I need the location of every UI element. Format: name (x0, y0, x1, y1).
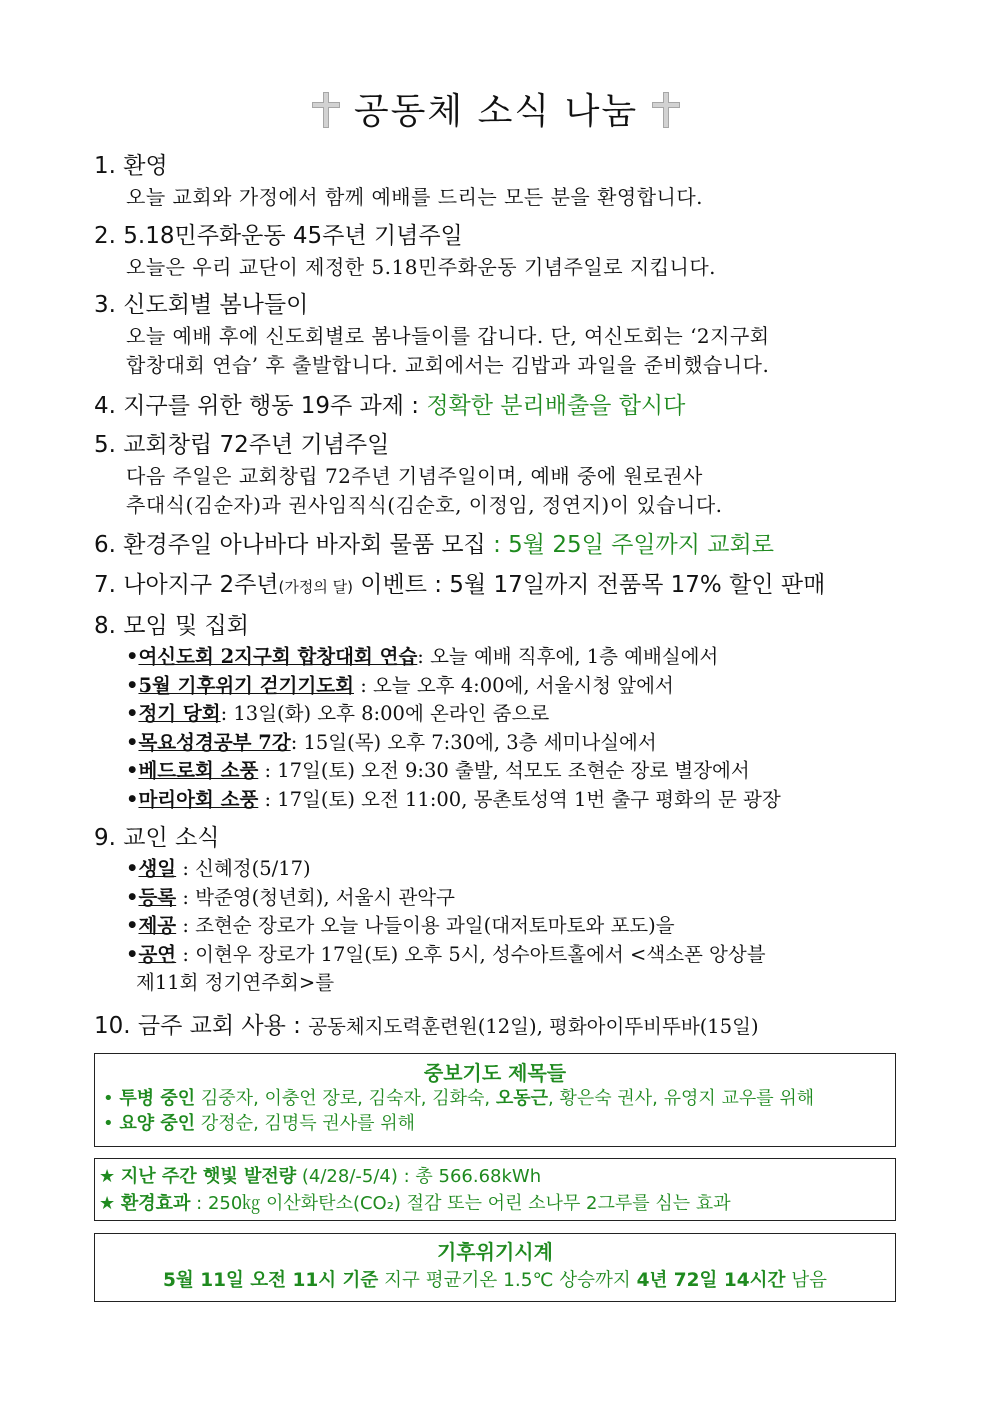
member-label: 등록 (138, 885, 177, 909)
list-item: •생일 : 신혜정(5/17) (126, 857, 311, 880)
item-heading: 나아지구 2주년 (123, 572, 279, 598)
item-number: 3. (94, 292, 116, 318)
page-title: 공동체 소식 나눔 (353, 91, 639, 132)
item-518 (94, 219, 904, 282)
item-heading: 5.18민주화운동 45주년 기념주일 (123, 223, 463, 249)
meeting-label: 정기 당회 (138, 702, 221, 726)
item-heading: 신도회별 봄나들이 (123, 292, 309, 318)
item-anniversary (94, 428, 904, 520)
cross-icon (652, 92, 680, 128)
item-tail: 공동체지도력훈련원(12일), 평화아이뚜비뚜바(15일) (308, 1015, 759, 1038)
item-number: 4. (94, 393, 116, 419)
solar-line: ★ 환경효과 : 250㎏ 이산화탄소(CO₂) 절감 또는 어린 소나무 2그루를 심는 효과 (99, 1193, 731, 1214)
item-body: 오늘은 우리 교단이 제정한 5.18민주화운동 기념주일로 지킵니다. (126, 255, 717, 279)
list-item: •등록 : 박준영(청년회), 서울시 관악구 (126, 885, 455, 909)
item-church-use (94, 1009, 904, 1044)
item-heading-note: (가정의 달) (278, 578, 353, 596)
item-heading: 지구를 위한 행동 19주 과제 : (123, 393, 420, 419)
item-body: 다음 주일은 교회창립 72주년 기념주일이며, 예배 중에 원로권사 (126, 464, 703, 488)
list-item: •정기 당회: 13일(화) 오후 8:00에 온라인 줌으로 (126, 702, 550, 726)
item-number: 5. (94, 432, 116, 458)
prayer-title: 중보기도 제목들 (423, 1061, 567, 1085)
item-meetings (94, 609, 904, 815)
item-bazaar (94, 528, 904, 562)
prayer-box (94, 1053, 896, 1147)
item-number: 6. (94, 532, 116, 558)
solar-box (94, 1158, 896, 1221)
star-icon: ★ (99, 1166, 116, 1187)
solar-line: ★ 지난 주간 햇빛 발전량 (4/28/-5/4) : 총 566.68kWh (99, 1166, 542, 1187)
list-item: •제공 : 조현순 장로가 오늘 나들이용 과일(대저토마토와 포도)을 (126, 914, 675, 938)
list-item-continuation: 제11회 정기연주회>를 (136, 971, 335, 995)
cross-icon (312, 92, 340, 128)
meeting-label: 목요성경공부 7강 (138, 730, 291, 754)
item-number: 7. (94, 572, 116, 598)
list-item: •베드로회 소풍 : 17일(토) 오전 9:30 출발, 석모도 조현순 장로 별장에서 (126, 759, 750, 783)
item-event (94, 568, 904, 604)
item-number: 8. (94, 613, 116, 639)
list-item: •5월 기후위기 걷기기도회 : 오늘 오후 4:00에, 서울시청 앞에서 (126, 673, 674, 697)
item-highlight: 정확한 분리배출을 합시다 (426, 393, 686, 419)
meeting-label: 마리아회 소풍 (138, 787, 259, 811)
page-title-row (0, 88, 992, 136)
item-body: 추대식(김순자)과 권사임직식(김순호, 이정임, 정연지)이 있습니다. (126, 493, 723, 517)
item-number: 9. (94, 825, 116, 851)
item-highlight: : 5월 25일 주일까지 교회로 (493, 532, 774, 558)
prayer-line: • 투병 중인 김중자, 이충언 장로, 김숙자, 김화숙, 오동근, 황은숙 권사, 유영지 교우를 위해 (103, 1088, 815, 1109)
item-body: 오늘 예배 후에 신도회별로 봄나들이를 갑니다. 단, 여신도회는 ‘2지구회 (126, 324, 770, 348)
item-body: 합창대회 연습’ 후 출발합니다. 교회에서는 김밥과 과일을 준비했습니다. (126, 353, 770, 377)
climate-clock-box (94, 1233, 896, 1302)
item-heading: 이벤트 : 5월 17일까지 전품목 17% 할인 판매 (360, 572, 826, 598)
climate-clock-title: 기후위기시계 (437, 1240, 553, 1264)
list-item: •목요성경공부 7강: 15일(목) 오후 7:30에, 3층 세미나실에서 (126, 730, 657, 754)
item-body: 오늘 교회와 가정에서 함께 예배를 드리는 모든 분을 환영합니다. (126, 185, 704, 209)
member-label: 공연 (138, 942, 177, 966)
item-earth-action (94, 389, 904, 423)
item-heading: 환영 (123, 153, 168, 179)
item-number: 10. (94, 1013, 131, 1039)
item-heading: 환경주일 아나바다 바자회 물품 모집 (123, 532, 486, 558)
item-heading: 교회창립 72주년 기념주일 (123, 432, 390, 458)
list-item: •공연 : 이현우 장로가 17일(토) 오후 5시, 성수아트홀에서 <색소폰 앙상블 (126, 942, 766, 966)
climate-clock-line: 5월 11일 오전 11시 기준 지구 평균기온 1.5℃ 상승까지 4년 72일 14시간 남음 (163, 1270, 827, 1291)
item-member-news (94, 821, 904, 998)
meeting-label: 5월 기후위기 걷기기도회 (138, 673, 354, 697)
item-heading: 금주 교회 사용 : (137, 1013, 301, 1039)
item-number: 1. (94, 153, 116, 179)
star-icon: ★ (99, 1193, 116, 1214)
item-welcome (94, 149, 904, 212)
item-heading: 모임 및 집회 (123, 613, 249, 639)
list-item: •여신도회 2지구회 합창대회 연습: 오늘 예배 직후에, 1층 예배실에서 (126, 645, 719, 668)
list-item: •마리아회 소풍 : 17일(토) 오전 11:00, 몽촌토성역 1번 출구 평화의 문 광장 (126, 787, 781, 811)
meeting-label: 여신도회 2지구회 합창대회 연습 (138, 645, 418, 668)
meeting-label: 베드로회 소풍 (138, 759, 259, 783)
item-heading: 교인 소식 (123, 825, 220, 851)
member-label: 생일 (138, 857, 177, 880)
prayer-line: • 요양 중인 강정순, 김명득 권사를 위해 (103, 1113, 416, 1134)
item-spring-outing (94, 288, 904, 380)
item-number: 2. (94, 223, 116, 249)
member-label: 제공 (138, 914, 177, 938)
